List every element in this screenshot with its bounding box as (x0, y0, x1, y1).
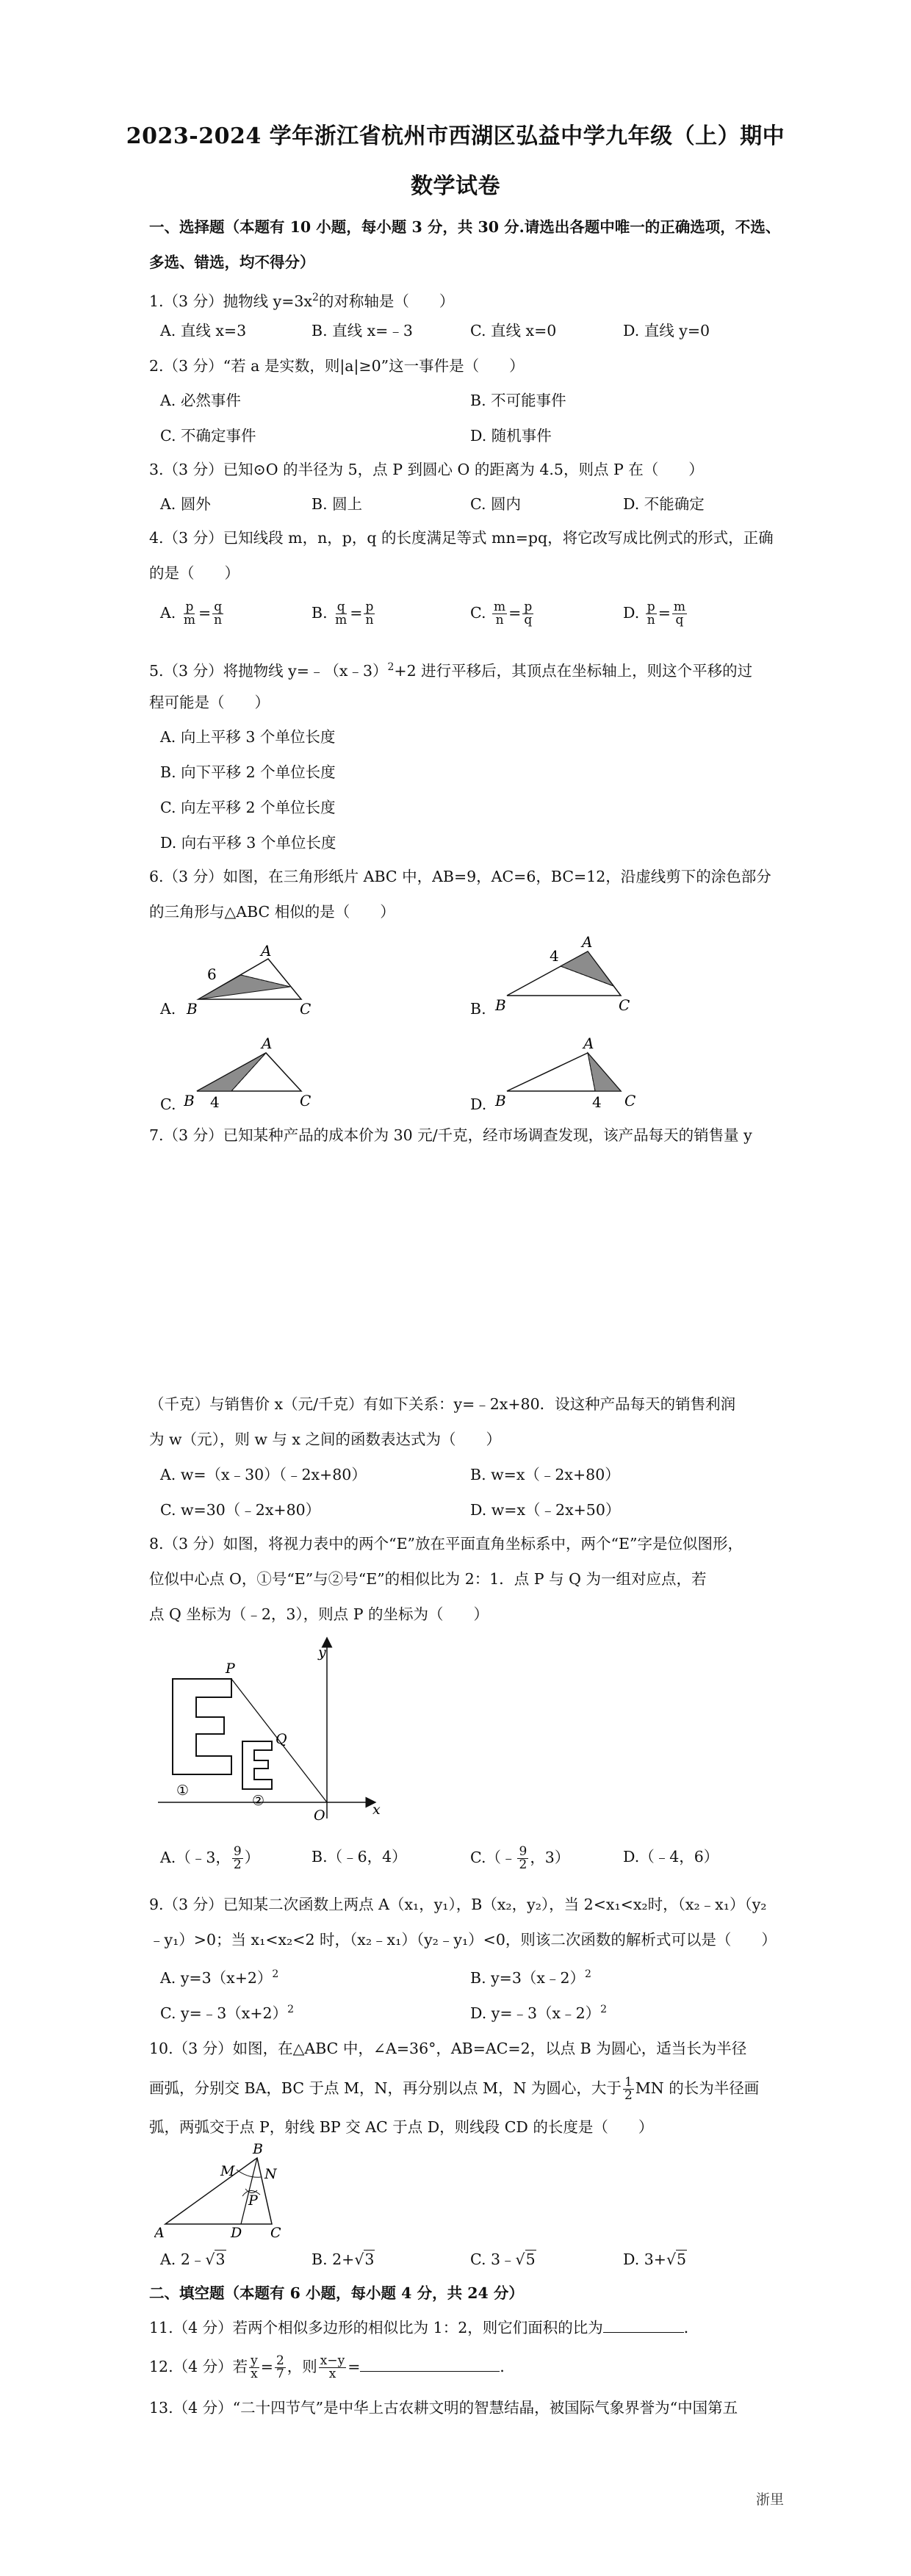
q7-stem-cont2: 为 w（元），则 w 与 x 之间的函数表达式为（ ） (149, 1431, 501, 1448)
q2-stem: 2.（3 分）“若 a 是实数，则|a|≥0”这一事件是（ ） (149, 357, 525, 375)
q1-option-d: D. 直线 y=0 (623, 322, 710, 339)
q5-stem: 5.（3 分）将抛物线 y=﹣（x﹣3）$^2$+2 进行平移后，其顶点在坐标轴上，则这个平移的过 (149, 661, 753, 680)
q12-answer-blank[interactable] (360, 2371, 500, 2372)
q6-option-d-figure (492, 1032, 647, 1113)
q10-figure (154, 2142, 301, 2241)
q5-option-d: D. 向右平移 3 个单位长度 (160, 834, 336, 852)
q5-stem-cont: 程可能是（ ） (149, 694, 270, 711)
q8-label-1: ① (176, 1782, 190, 1799)
q9-option-d: D. y=﹣3（x﹣2）$^2$ (470, 2004, 608, 2022)
q10-point-b: B (253, 2142, 263, 2157)
q9-option-a: A. $y=3(x+2)^2$ (160, 1968, 279, 1987)
exam-title-line2: 数学试卷 (411, 173, 500, 199)
q6b-point-a: A (582, 933, 593, 951)
q6b-point-b: B (495, 996, 506, 1014)
q8-label-2: ② (252, 1793, 265, 1809)
q6d-point-c: C (624, 1092, 636, 1109)
q7-stem-cont1: （千克）与销售价 x（元/千克）有如下关系：y=﹣2x+80．设这种产品每天的销售利润 (149, 1395, 736, 1413)
q6-option-a-label: A. (160, 1000, 176, 1018)
q11-stem: 11.（4 分）若两个相似多边形的相似比为 1：2，则它们面积的比为 ． (149, 2319, 699, 2336)
q6-option-c-figure (184, 1032, 331, 1113)
q6-option-d-label: D. (470, 1095, 487, 1113)
q10-option-c: C. 3﹣√5 (470, 2251, 536, 2268)
q3-option-a: A. 圆外 (160, 495, 211, 513)
q1-option-a: A. 直线 x=3 (160, 322, 247, 339)
q4-option-d: D. $\frac{p}{n}$ = $\frac{m}{q}$ (623, 600, 686, 627)
q10-stem: 10.（3 分）如图，在△ABC 中，∠A=36°，AB=AC=2，以点 B 为圆心，适当长为半径 (149, 2040, 747, 2057)
q8-stem-cont1: 位似中心点 O，①号“E”与②号“E”的相似比为 2：1．点 P 与 Q 为一组对应点，若 (149, 1570, 707, 1588)
q4-option-a: A. $\frac{p}{m}$ = $\frac{q}{n}$ (160, 600, 223, 627)
q10-option-b: B. 2+√3 (312, 2251, 375, 2268)
q9-stem-cont: ﹣y₁）>0；当 x₁<x₂<2 时，（x₂﹣x₁）（y₂﹣y₁）<0，则该二次函数的解析式可以是（ ） (149, 1931, 777, 1949)
q6c-length-4: 4 (210, 1093, 220, 1111)
q9-option-b: B. y=3（x﹣2）$^2$ (470, 1968, 591, 1987)
section2-heading: 二、填空题（本题有 6 小题，每小题 4 分，共 24 分） (149, 2284, 524, 2302)
q10-point-a: A (154, 2225, 165, 2241)
page-footer: 浙里 (755, 2492, 784, 2508)
q6-option-b-figure (492, 933, 639, 1018)
q7-option-d: D. w=x（﹣2x+50） (470, 1501, 621, 1519)
q8-point-p: P (226, 1661, 235, 1677)
q10-point-p: P (248, 2192, 258, 2209)
q8-stem-cont2: 点 Q 坐标为（﹣2，3），则点 P 的坐标为（ ） (149, 1605, 489, 1623)
q10-point-m: M (220, 2163, 235, 2179)
q8-option-b: B.（﹣6，4） (312, 1848, 407, 1866)
q6d-point-b: B (495, 1092, 506, 1109)
q6a-point-c: C (300, 1000, 312, 1018)
q3-option-d: D. 不能确定 (623, 495, 705, 513)
q3-option-c: C. 圆内 (470, 495, 521, 513)
q4-stem: 4.（3 分）已知线段 m，n，p，q 的长度满足等式 mn=pq，将它改写成比例式的形式，正确 (149, 529, 774, 547)
q6-stem: 6.（3 分）如图，在三角形纸片 ABC 中，AB=9，AC=6，BC=12，沿虚线剪下的涂色部分 (149, 868, 771, 885)
q1-option-c: C. 直线 x=0 (470, 322, 557, 339)
section1-heading-cont: 多选、错选，均不得分） (149, 253, 315, 271)
q2-option-c: C. 不确定事件 (160, 427, 256, 445)
q10-point-c: C (270, 2225, 281, 2241)
q6-option-b-label: B. (470, 1000, 486, 1018)
q5-option-a: A. 向上平移 3 个单位长度 (160, 728, 336, 746)
section1-heading: 一、选择题（本题有 10 小题，每小题 3 分，共 30 分.请选出各题中唯一的正确选项，不选、 (149, 218, 781, 236)
q1-option-b: B. 直线 x=﹣3 (312, 322, 413, 339)
q8-axis-x: x (372, 1802, 381, 1818)
q6a-point-b: B (187, 1000, 198, 1018)
q1-stem: 1.（3 分）抛物线 $y=3x^2$的对称轴是（ ） (149, 292, 455, 310)
q7-option-b: B. w=x（﹣2x+80） (470, 1466, 620, 1483)
q8-point-q: Q (276, 1731, 287, 1747)
q7-option-c: C. w=30（﹣2x+80） (160, 1501, 321, 1519)
q6c-point-a: A (262, 1035, 273, 1052)
q9-option-c: C. $y=﹣3(x+2)^2$ (160, 2004, 294, 2022)
q6-stem-cont: 的三角形与△ABC 相似的是（ ） (149, 903, 395, 921)
q3-option-b: B. 圆上 (312, 495, 363, 513)
q4-stem-cont: 的是（ ） (149, 564, 240, 582)
q10-option-a: A. 2﹣√3 (160, 2251, 226, 2268)
q2-option-d: D. 随机事件 (470, 427, 552, 445)
q2-option-b: B. 不可能事件 (470, 392, 566, 409)
q8-origin-o: O (314, 1807, 325, 1824)
q8-axis-y: y (318, 1644, 326, 1661)
q9-stem: 9.（3 分）已知某二次函数上两点 A（x₁，y₁），B（x₂，y₂），当 2<x₁<x₂时，（x₂﹣x₁）（y₂ (149, 1896, 767, 1913)
q7-stem: 7.（3 分）已知某种产品的成本价为 30 元/千克，经市场调查发现，该产品每天的销售量 y (149, 1126, 752, 1144)
q5-option-b: B. 向下平移 2 个单位长度 (160, 763, 336, 781)
q4-option-c: C. $\frac{m}{n}$ = $\frac{p}{q}$ (470, 600, 533, 627)
q5-option-c: C. 向左平移 2 个单位长度 (160, 799, 336, 816)
q10-stem-cont2: 弧，两弧交于点 P，射线 BP 交 AC 于点 D，则线段 CD 的长度是（ ） (149, 2118, 654, 2136)
q6d-point-a: A (583, 1035, 594, 1052)
q12-stem: 12.（4 分）若 $\frac{y}{x}$ = $\frac{2}{7}$ ，则 $\frac{x-y}{x}$ = ． (149, 2353, 515, 2381)
q8-option-a: A.（﹣3， $\frac{9}{2}$ ） (160, 1844, 260, 1872)
q10-point-n: N (264, 2166, 277, 2182)
q6c-point-b: B (184, 1092, 195, 1109)
q8-figure (151, 1635, 400, 1826)
q8-stem: 8.（3 分）如图，将视力表中的两个“E”放在平面直角坐标系中，两个“E”字是位似图形， (149, 1535, 743, 1553)
q8-option-d: D.（﹣4，6） (623, 1848, 719, 1866)
q6b-point-c: C (619, 996, 630, 1014)
q6d-length-4: 4 (592, 1093, 602, 1111)
q11-answer-blank[interactable] (603, 2332, 684, 2333)
q10-stem-cont1: 画弧，分别交 BA，BC 于点 M，N，再分别以点 M，N 为圆心，大于 $\frac{1}{2}$ MN 的长为半径画 (149, 2075, 760, 2103)
q6c-point-c: C (300, 1092, 312, 1109)
exam-title-line1: 2023-2024 学年浙江省杭州市西湖区弘益中学九年级（上）期中 (126, 123, 785, 149)
q8-option-c: C.（﹣ $\frac{9}{2}$ ，3） (470, 1844, 570, 1872)
q10-option-d: D. 3+√5 (623, 2251, 687, 2268)
q10-point-d: D (231, 2225, 242, 2241)
q3-stem: 3.（3 分）已知⊙O 的半径为 5，点 P 到圆心 O 的距离为 4.5，则点 P 在（ ） (149, 461, 704, 478)
q6b-length-4: 4 (550, 947, 559, 965)
q4-option-b: B. $\frac{q}{m}$ = $\frac{p}{n}$ (312, 600, 374, 627)
q2-option-a: A. 必然事件 (160, 392, 241, 409)
q6-option-c-label: C. (160, 1095, 176, 1113)
q7-option-a: A. w=（x﹣30）（﹣2x+80） (160, 1466, 367, 1483)
q6-option-a-figure (184, 944, 331, 1018)
q6a-point-a: A (261, 944, 272, 960)
q13-stem: 13.（4 分）“二十四节气”是中华上古农耕文明的智慧结晶，被国际气象界誉为“中国第五 (149, 2399, 738, 2417)
q6a-length-6: 6 (207, 965, 217, 983)
